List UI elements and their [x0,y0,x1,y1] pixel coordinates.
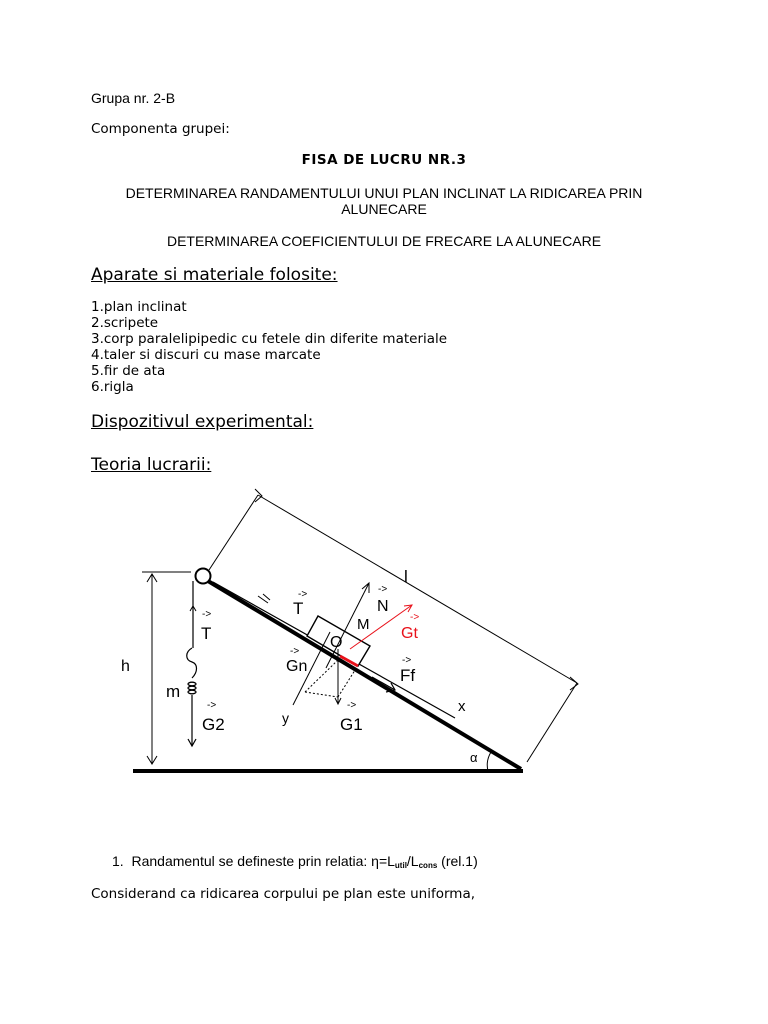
label-alpha: α [470,750,478,765]
inclined-plane-line [203,578,521,769]
arrow-mark: -> [410,612,420,623]
materials-item: 6.rigla [91,379,134,395]
formula-line [112,853,478,874]
label-x-axis: x [458,698,466,715]
gn-component-dotted [305,660,338,692]
group-label: Grupa nr. 2-B [91,90,176,106]
label-height: h [121,658,130,675]
arrow-mark: -> [378,584,388,595]
page-title: FISA DE LUCRU NR.3 [301,152,467,168]
normal-force-arrowhead [362,583,369,593]
label-g1: G1 [340,715,363,734]
materials-item: 5.fir de ata [91,363,166,379]
arrow-mark: -> [347,700,357,711]
device-heading: Dispozitivul experimental: [91,412,314,432]
theory-heading: Teoria lucrarii: [91,455,212,475]
subtitle-line-2: ALUNECARE [341,201,427,217]
label-mass: m [166,682,181,701]
group-members-label: Componenta grupei: [91,121,230,137]
hook-icon [187,648,197,678]
weights-stack [188,682,196,694]
label-length: l [404,567,408,586]
last-paragraph: Considerand ca ridicarea corpului pe plan este uniforma, [91,886,476,902]
label-gt: Gt [401,625,418,642]
materials-item: 4.taler si discuri cu mase marcate [91,347,321,363]
label-g2: G2 [202,715,225,734]
length-extension-left [209,495,258,570]
pulley-icon [196,569,211,584]
subtitle-friction: DETERMINAREA COEFICIENTULUI DE FRECARE LA ALUNECARE [166,233,602,249]
formula-rel: (rel.1) [437,853,478,869]
materials-heading: Aparate si materiale folosite: [91,265,338,285]
arrow-mark: -> [402,655,412,666]
label-body-M: M [357,616,370,633]
subtitle-line-1: DETERMINAREA RANDAMENTULUI UNUI PLAN INCLINAT LA RIDICAREA PRIN [125,185,643,201]
label-y-axis: y [282,710,289,726]
label-tension-rope: T [293,599,304,618]
formula-sub-util: util [394,861,407,870]
arrow-mark: -> [298,589,308,600]
materials-item: 3.corp paralelipipedic cu fetele din diferite materiale [91,331,448,347]
arrow-mark: -> [290,646,300,657]
angle-alpha-arc [487,752,491,771]
gt-projection-dotted [338,667,357,697]
label-gn: Gn [286,658,308,675]
rope-arrow-mark [258,594,270,603]
materials-item: 2.scripete [91,315,159,331]
formula-slash: /L [406,853,419,869]
label-normal: N [377,598,389,615]
materials-item: 1.plan inclinat [91,299,187,315]
formula-sub-cons: cons [418,861,438,870]
formula-number: 1. [112,853,124,869]
label-tension-vertical: T [201,624,212,643]
arrow-mark: -> [202,609,212,620]
label-friction: Ff [400,666,416,685]
label-center-O: O [330,634,343,651]
formula-text: Randamentul se defineste prin relatia: η=L [131,853,395,869]
g1-projection-dotted [305,692,338,697]
length-extension-right [527,683,577,762]
arrow-mark: -> [207,700,217,711]
